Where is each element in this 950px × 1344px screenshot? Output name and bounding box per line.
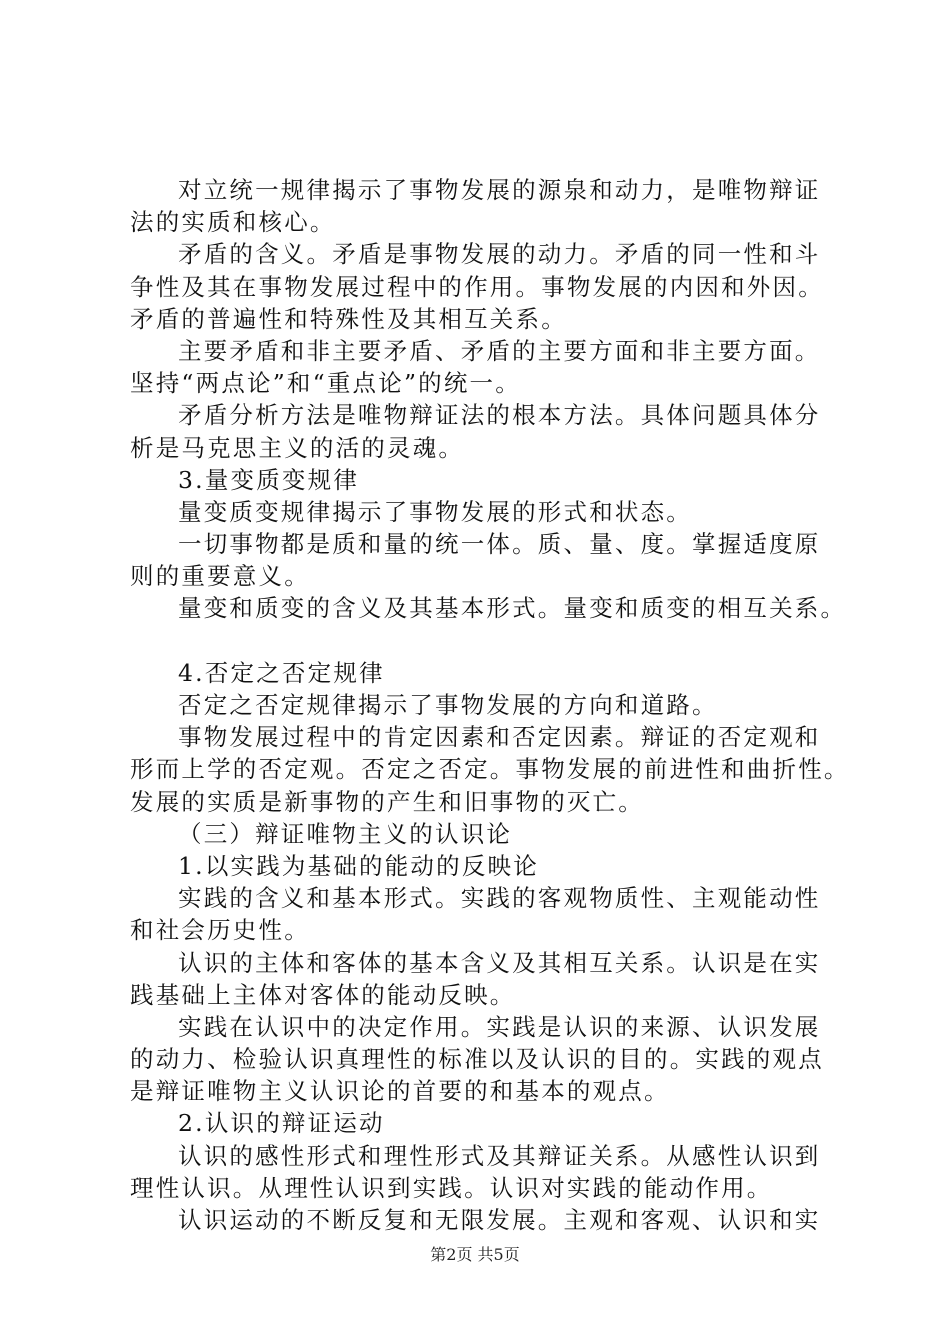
page-footer <box>0 1242 950 1265</box>
text-line: 理性认识。从理性认识到实践。认识对实践的能动作用。 <box>130 1173 773 1202</box>
text-line: 认识的感性形式和理性形式及其辩证关系。从感性认识到 <box>178 1141 821 1170</box>
text-line: 3.量变质变规律 <box>178 465 360 494</box>
document-body <box>130 174 850 1236</box>
text-line: 认识运动的不断反复和无限发展。主观和客观、认识和实 <box>178 1206 821 1234</box>
text-line: 矛盾的含义。矛盾是事物发展的动力。矛盾的同一性和斗 <box>178 240 821 269</box>
text-line: 的动力、检验认识真理性的标准以及认识的目的。实践的观点 <box>130 1045 824 1074</box>
text-line: 和社会历史性。 <box>130 916 310 945</box>
text-line: 认识的主体和客体的基本含义及其相互关系。认识是在实 <box>178 948 821 977</box>
text-line: 法的实质和核心。 <box>130 208 336 237</box>
text-line: 量变和质变的含义及其基本形式。量变和质变的相互关系。 <box>178 594 847 623</box>
blank-line <box>130 625 850 657</box>
text-line: 形而上学的否定观。否定之否定。事物发展的前进性和曲折性。 <box>130 755 850 784</box>
text-line: 主要矛盾和非主要矛盾、矛盾的主要方面和非主要方面。 <box>178 336 821 365</box>
text-line: 坚持“两点论”和“重点论”的统一。 <box>130 369 521 398</box>
text-line: 1.以实践为基础的能动的反映论 <box>178 851 539 880</box>
text-line: 践基础上主体对客体的能动反映。 <box>130 980 516 1009</box>
text-line: 4.否定之否定规律 <box>178 658 385 687</box>
page-number-label: 第2页 共5页 <box>430 1245 520 1264</box>
text-line: 实践在认识中的决定作用。实践是认识的来源、认识发展 <box>178 1012 821 1041</box>
text-line: 矛盾分析方法是唯物辩证法的根本方法。具体问题具体分 <box>178 401 821 430</box>
text-line: 则的重要意义。 <box>130 562 310 591</box>
text-line: 2.认识的辩证运动 <box>178 1109 385 1138</box>
text-line: 否定之否定规律揭示了事物发展的方向和道路。 <box>178 691 718 719</box>
text-line: 量变质变规律揭示了事物发展的形式和状态。 <box>178 497 692 526</box>
text-line: 发展的实质是新事物的产生和旧事物的灭亡。 <box>130 787 644 816</box>
text-line: 是辩证唯物主义认识论的首要的和基本的观点。 <box>130 1077 670 1106</box>
text-line: 矛盾的普遍性和特殊性及其相互关系。 <box>130 304 567 333</box>
text-line: 实践的含义和基本形式。实践的客观物质性、主观能动性 <box>178 884 821 913</box>
text-line: 事物发展过程中的肯定因素和否定因素。辩证的否定观和 <box>178 723 821 752</box>
text-line: 对立统一规律揭示了事物发展的源泉和动力，是唯物辩证 <box>178 176 821 204</box>
text-line: 争性及其在事物发展过程中的作用。事物发展的内因和外因。 <box>130 272 824 301</box>
text-line: （三）辩证唯物主义的认识论 <box>178 819 513 848</box>
text-line: 一切事物都是质和量的统一体。质、量、度。掌握适度原 <box>178 530 821 559</box>
text-line: 析是马克思主义的活的灵魂。 <box>130 433 465 462</box>
